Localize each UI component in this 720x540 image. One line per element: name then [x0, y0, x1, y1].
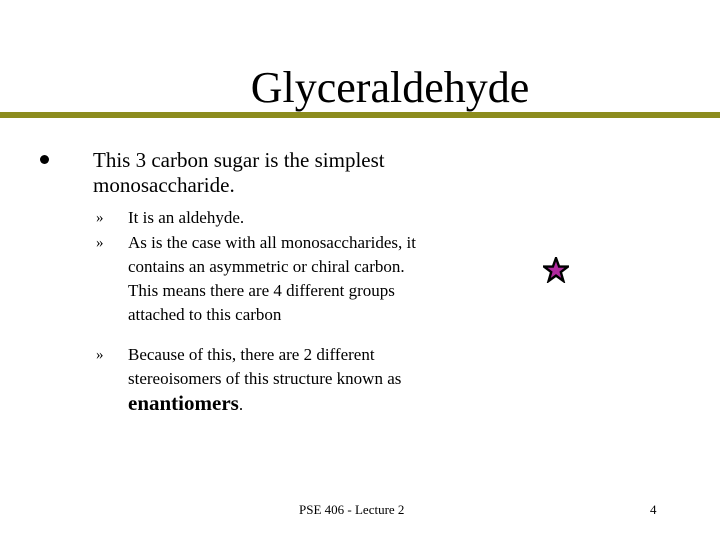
title-divider: [0, 112, 720, 118]
emphasis-suffix: .: [238, 395, 244, 414]
sub-marker: »: [96, 210, 104, 226]
footer-course: PSE 406 - Lecture 2: [299, 502, 405, 517]
slide-title: Glyceraldehyde: [250, 63, 530, 112]
sub-marker: »: [96, 235, 104, 251]
sub-marker: »: [96, 347, 104, 363]
sub-point-text: Because of this, there are 2 different stereoisomers of this structure known as: [128, 345, 402, 388]
main-bullet: [40, 155, 49, 164]
emphasis-word: enantiomers: [128, 391, 239, 415]
star-shape: [544, 258, 568, 281]
sub-point-3: [96, 343, 428, 417]
main-point: This 3 carbon sugar is the simplest monosaccharide.: [93, 148, 385, 197]
star-icon: [543, 257, 569, 283]
sub-point-1: [96, 206, 428, 230]
sub-point-2: [96, 231, 428, 327]
sub-point-text: It is an aldehyde.: [128, 208, 245, 227]
footer-page-number: 4: [650, 502, 657, 517]
sub-point-text: As is the case with all monosaccharides, it contains an asymmetric or chiral carbon. This means there are 4 different groups attached to this carbon: [128, 233, 416, 324]
